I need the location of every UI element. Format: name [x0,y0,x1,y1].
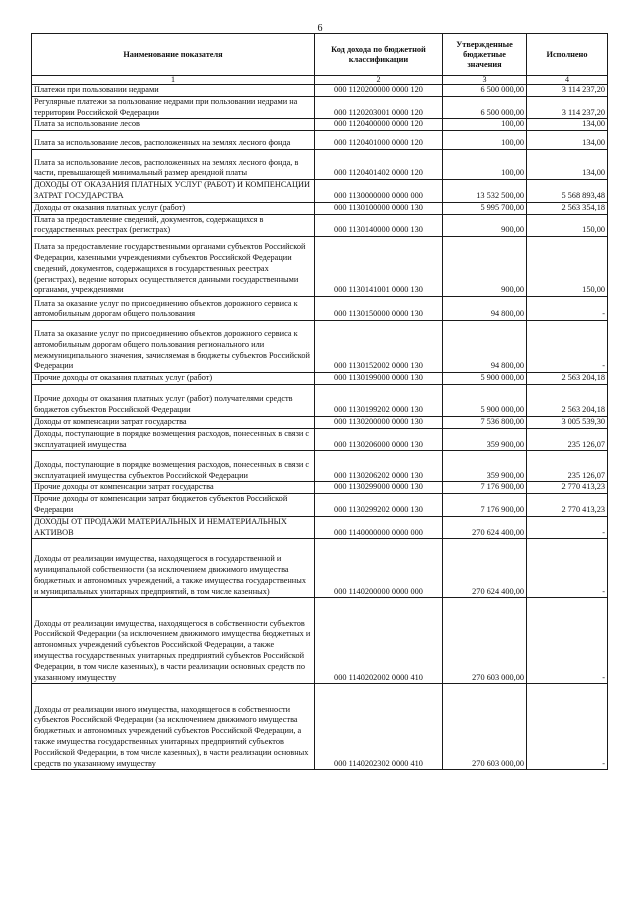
row-name: Платежи при пользовании недрами [32,85,315,97]
row-execution: 2 563 204,18 [527,373,608,385]
table-row [32,237,608,297]
row-execution: 2 563 204,18 [527,384,608,416]
row-approved: 900,00 [443,214,527,237]
row-name: Плата за использование лесов [32,119,315,131]
row-name: Прочие доходы от компенсации затрат бюджетов субъектов Российской Федерации [32,494,315,517]
row-name: Доходы от компенсации затрат государства [32,416,315,428]
table-row [32,119,608,131]
table-row [32,428,608,451]
row-code: 000 1130206202 0000 130 [315,451,443,482]
table-row [32,96,608,119]
row-name: Плата за использование лесов, расположенных на землях лесного фонда, в части, превышающей минимальный размер арендной платы [32,150,315,180]
row-code: 000 1120401000 0000 120 [315,131,443,150]
table-row [32,482,608,494]
row-name: Доходы от реализации имущества, находящегося в государственной и муниципальной собственности (за исключением движимого имущества бюджетных и автономных учреждений, а также имущества государственных и муниципальных унитарных предприятий, в том числе казенных) [32,539,315,598]
page-number: 6 [317,23,323,34]
header-approved: Утвержденные бюджетные значения [443,34,527,76]
row-code: 000 1130140000 0000 130 [315,214,443,237]
table-row [32,516,608,539]
row-name: Доходы, поступающие в порядке возмещения расходов, понесенных в связи с эксплуатацией имущества субъектов Российской Федерации [32,451,315,482]
table-row [32,384,608,416]
table-row [32,373,608,385]
row-approved: 13 532 500,00 [443,180,527,203]
row-code: 000 1130150000 0000 130 [315,297,443,321]
row-name: Плата за использование лесов, расположенных на землях лесного фонда [32,131,315,150]
row-approved: 94 800,00 [443,321,527,373]
row-code: 000 1130299202 0000 130 [315,494,443,517]
table-row [32,131,608,150]
row-approved: 5 900 000,00 [443,384,527,416]
row-code: 000 1130100000 0000 130 [315,202,443,214]
row-approved: 900,00 [443,237,527,297]
row-execution: 3 114 237,20 [527,96,608,119]
row-name: Доходы от оказания платных услуг (работ) [32,202,315,214]
row-approved: 5 995 700,00 [443,202,527,214]
row-code: 000 1130206000 0000 130 [315,428,443,451]
table-row [32,85,608,97]
row-execution: - [527,684,608,770]
table-row [32,416,608,428]
row-approved: 100,00 [443,119,527,131]
table-row [32,451,608,482]
table-row [32,297,608,321]
header-name: Наименование показателя [32,34,315,76]
column-number: 4 [527,76,608,85]
table-row [32,494,608,517]
row-code: 000 1130200000 0000 130 [315,416,443,428]
table-row [32,684,608,770]
row-approved: 6 500 000,00 [443,85,527,97]
row-approved: 6 500 000,00 [443,96,527,119]
row-execution: - [527,598,608,684]
row-code: 000 1140200000 0000 000 [315,539,443,598]
column-number: 1 [32,76,315,85]
row-execution: 235 126,07 [527,428,608,451]
table-row [32,214,608,237]
row-name: Прочие доходы от компенсации затрат государства [32,482,315,494]
row-execution: 2 770 413,23 [527,494,608,517]
row-code: 000 1140202002 0000 410 [315,598,443,684]
row-approved: 359 900,00 [443,428,527,451]
row-approved: 270 624 400,00 [443,516,527,539]
row-approved: 100,00 [443,150,527,180]
row-name: Плата за предоставление сведений, документов, содержащихся в государственных реестрах (регистрах) [32,214,315,237]
row-execution: 5 568 893,48 [527,180,608,203]
row-code: 000 1130199000 0000 130 [315,373,443,385]
row-approved: 270 624 400,00 [443,539,527,598]
row-code: 000 1120400000 0000 120 [315,119,443,131]
row-execution: 150,00 [527,214,608,237]
row-execution: 134,00 [527,119,608,131]
table-row [32,180,608,203]
row-approved: 359 900,00 [443,451,527,482]
row-approved: 7 176 900,00 [443,482,527,494]
row-code: 000 1130299000 0000 130 [315,482,443,494]
table-row [32,150,608,180]
row-approved: 5 900 000,00 [443,373,527,385]
row-name: Доходы, поступающие в порядке возмещения расходов, понесенных в связи с эксплуатацией имущества [32,428,315,451]
row-execution: 3 005 539,30 [527,416,608,428]
row-code: 000 1120401402 0000 120 [315,150,443,180]
row-name: Доходы от реализации иного имущества, находящегося в собственности субъектов Российской Федерации (за исключением движимого имущества бюджетных и автономных учреждений субъектов Российской Федерации, а также имущества государственных унитарных предприятий субъектов Российской Федерации, в том числе казенных), в части реализации основных средств по указанному имуществу [32,684,315,770]
row-execution: - [527,321,608,373]
row-execution: 150,00 [527,237,608,297]
row-approved: 270 603 000,00 [443,684,527,770]
table-row [32,321,608,373]
row-execution: 235 126,07 [527,451,608,482]
row-execution: 2 770 413,23 [527,482,608,494]
header-execution: Исполнено [527,34,608,76]
row-execution: - [527,516,608,539]
row-execution: 3 114 237,20 [527,85,608,97]
table-row [32,598,608,684]
row-name: ДОХОДЫ ОТ ПРОДАЖИ МАТЕРИАЛЬНЫХ И НЕМАТЕРИАЛЬНЫХ АКТИВОВ [32,516,315,539]
row-name: ДОХОДЫ ОТ ОКАЗАНИЯ ПЛАТНЫХ УСЛУГ (РАБОТ) И КОМПЕНСАЦИИ ЗАТРАТ ГОСУДАРСТВА [32,180,315,203]
row-approved: 100,00 [443,131,527,150]
row-name: Плата за оказание услуг по присоединению объектов дорожного сервиса к автомобильным дорогам общего пользования регионального или межмуниципального значения, зачисляемая в бюджеты субъектов Российской Федерации [32,321,315,373]
row-name: Прочие доходы от оказания платных услуг (работ) получателями средств бюджетов субъектов Российской Федерации [32,384,315,416]
row-code: 000 1130000000 0000 000 [315,180,443,203]
row-name: Доходы от реализации имущества, находящегося в собственности субъектов Российской Федерации (за исключением движимого имущества бюджетных и автономных учреждений субъектов Российской Федерации, а также имущества государственных унитарных предприятий субъектов Российской Федерации, в том числе казенных), в части реализации основных средств по указанному имуществу [32,598,315,684]
row-approved: 7 536 800,00 [443,416,527,428]
row-execution: - [527,539,608,598]
row-execution: 2 563 354,18 [527,202,608,214]
row-code: 000 1120200000 0000 120 [315,85,443,97]
column-number: 3 [443,76,527,85]
row-approved: 270 603 000,00 [443,598,527,684]
row-name: Прочие доходы от оказания платных услуг (работ) [32,373,315,385]
table-row [32,202,608,214]
row-code: 000 1130141001 0000 130 [315,237,443,297]
row-approved: 94 800,00 [443,297,527,321]
row-execution: 134,00 [527,150,608,180]
row-code: 000 1140202302 0000 410 [315,684,443,770]
row-code: 000 1130152002 0000 130 [315,321,443,373]
column-number: 2 [315,76,443,85]
table-row [32,539,608,598]
row-name: Плата за предоставление государственными органами субъектов Российской Федерации, казенными учреждениями субъектов Российской Федерации сведений, документов, содержащихся в государственных реестрах (регистрах), ведение которых осуществляется данными государственными органами, учреждениями [32,237,315,297]
row-name: Плата за оказание услуг по присоединению объектов дорожного сервиса к автомобильным дорогам общего пользования [32,297,315,321]
row-execution: - [527,297,608,321]
row-code: 000 1130199202 0000 130 [315,384,443,416]
row-code: 000 1140000000 0000 000 [315,516,443,539]
row-approved: 7 176 900,00 [443,494,527,517]
budget-execution-table [31,33,608,770]
row-name: Регулярные платежи за пользование недрами при пользовании недрами на территории Российской Федерации [32,96,315,119]
row-code: 000 1120203001 0000 120 [315,96,443,119]
header-code: Код дохода по бюджетной классификации [315,34,443,76]
row-execution: 134,00 [527,131,608,150]
